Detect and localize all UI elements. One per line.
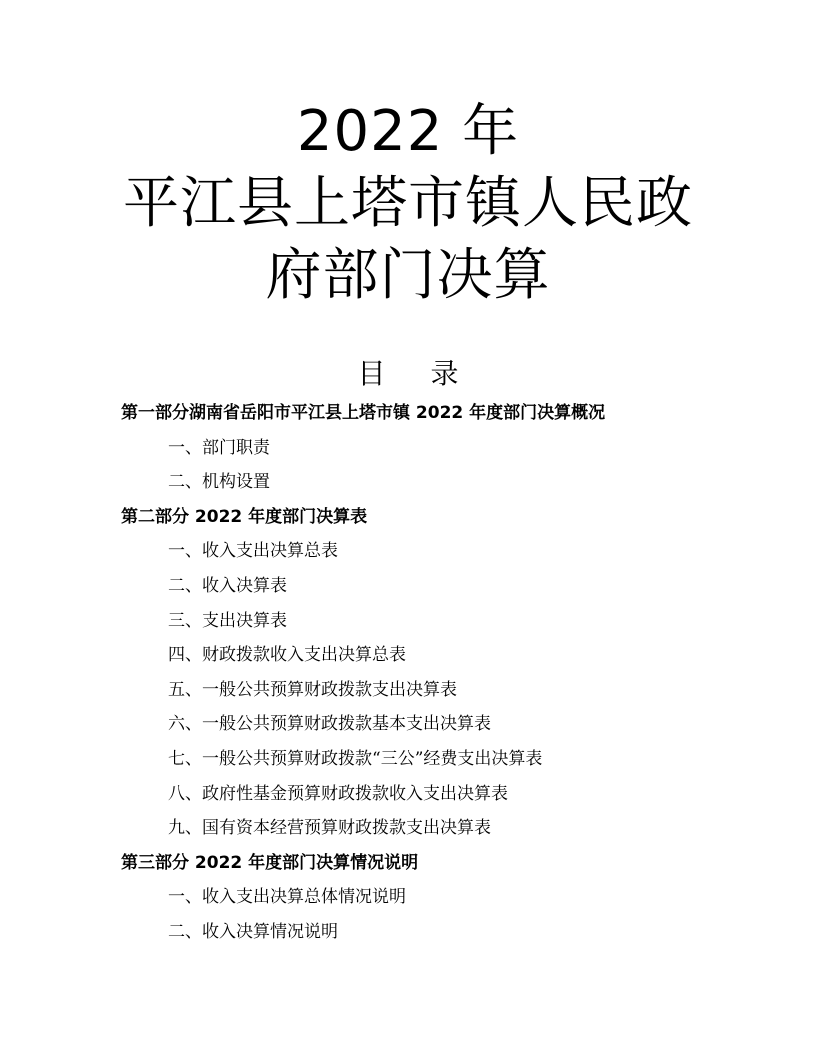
- toc-item: 二、机构设置: [168, 472, 270, 493]
- title-line-3: 府部门决算: [265, 243, 551, 308]
- toc-item: 一、部门职责: [168, 437, 270, 458]
- toc-part-3-title: 第三部分 2022 年度部门决算情况说明: [121, 852, 419, 873]
- toc-item: 七、一般公共预算财政拨款“三公”经费支出决算表: [168, 748, 543, 769]
- toc-item: 一、收入支出决算总体情况说明: [168, 887, 406, 908]
- toc-part-1-title: 第一部分湖南省岳阳市平江县上塔市镇 2022 年度部门决算概况: [121, 403, 606, 423]
- toc-item: 二、收入决算表: [168, 575, 287, 596]
- title-line-2: 平江县上塔市镇人民政: [123, 171, 693, 236]
- toc-heading: 目 录: [357, 357, 477, 390]
- toc-item: 九、国有资本经营预算财政拨款支出决算表: [168, 818, 491, 839]
- title-year: 2022 年: [296, 99, 520, 164]
- document-title: [0, 96, 816, 312]
- toc-item: 二、收入决算情况说明: [168, 921, 338, 942]
- toc-item: 六、一般公共预算财政拨款基本支出决算表: [168, 714, 491, 735]
- toc-part-2-title: 第二部分 2022 年度部门决算表: [121, 506, 368, 527]
- toc-item: 八、政府性基金预算财政拨款收入支出决算表: [168, 783, 508, 804]
- toc-item: 四、财政拨款收入支出决算总表: [168, 645, 406, 666]
- table-of-contents: [0, 396, 816, 950]
- toc-item: 五、一般公共预算财政拨款支出决算表: [168, 679, 457, 700]
- toc-item: 三、支出决算表: [168, 610, 287, 631]
- toc-item: 一、收入支出决算总表: [168, 541, 338, 562]
